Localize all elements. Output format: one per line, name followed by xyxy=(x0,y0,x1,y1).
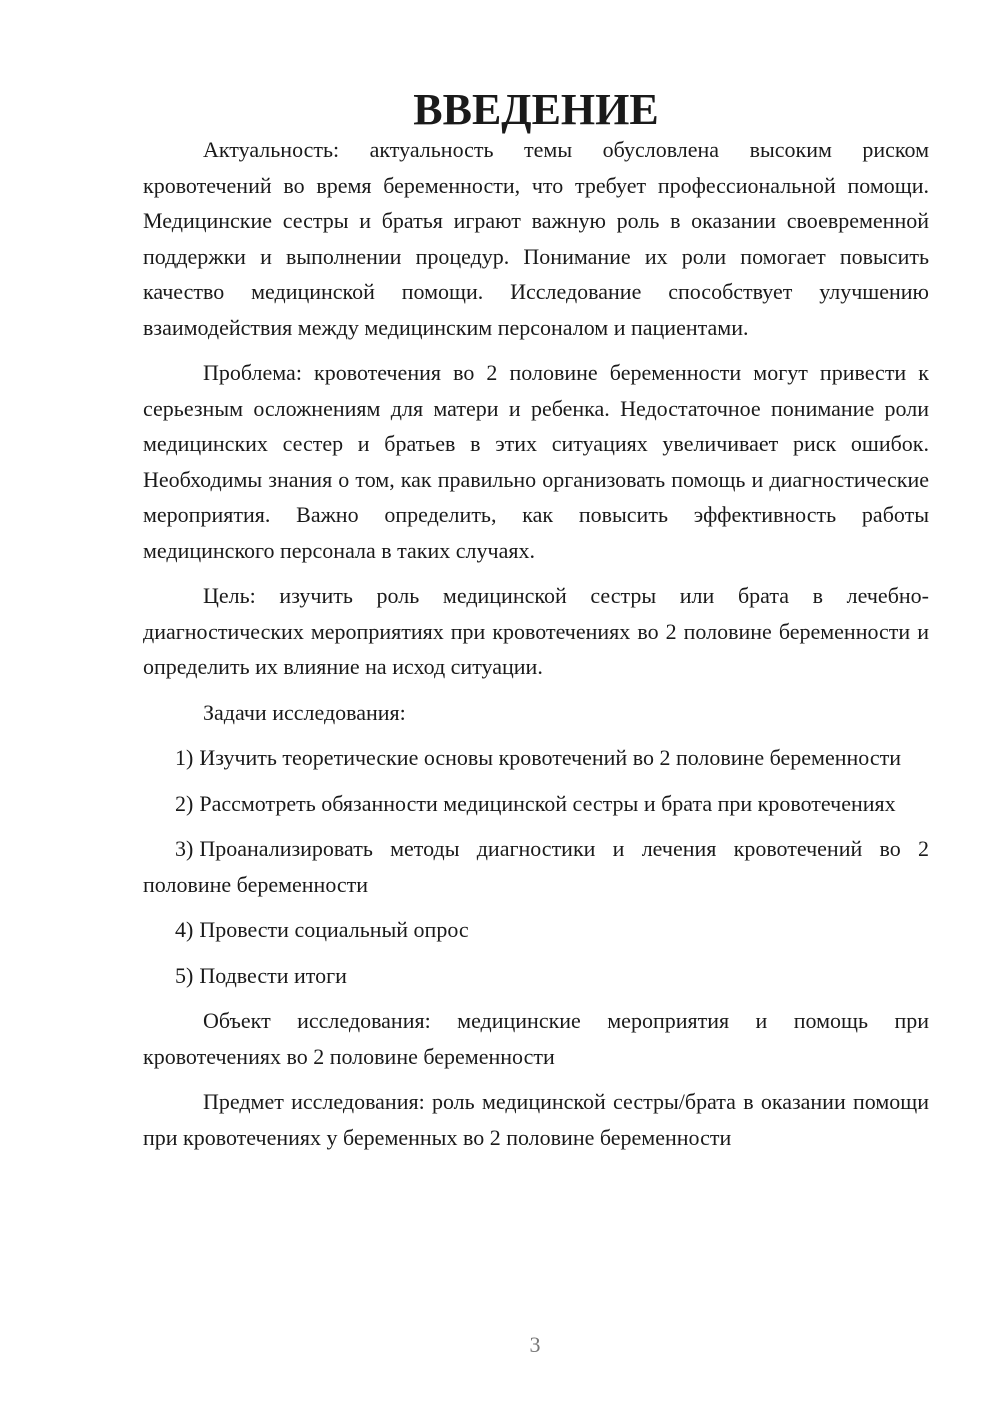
task-number: 4) xyxy=(175,917,194,942)
task-number: 1) xyxy=(175,745,194,770)
task-item xyxy=(143,831,929,902)
task-text: Рассмотреть обязанности медицинской сестры и брата при кровотечениях xyxy=(199,790,896,816)
task-number: 2) xyxy=(175,790,194,816)
subject-paragraph: Предмет исследования: роль медицинской сестры/брата в оказании помощи при кровотечениях у беременных во 2 половине беременности xyxy=(143,1089,929,1150)
task-item xyxy=(143,786,929,822)
object-paragraph: Объект исследования: медицинские мероприятия и помощь при кровотечениях во 2 половине беременности xyxy=(143,1008,929,1069)
page-title: ВВЕДЕНИЕ xyxy=(413,85,659,134)
task-text: Провести социальный опрос xyxy=(199,917,469,942)
problem-paragraph: Проблема: кровотечения во 2 половине беременности могут привести к серьезным осложнениям для матери и ребенка. Недостаточное понимание роли медицинских сестер и братьев в этих ситуациях увеличивает риск ошибок. Необходимы знания о том, как правильно организовать помощь и диагностические мероприятия. Важно определить, как повысить эффективность работы медицинского персонала в таких случаях. xyxy=(143,360,929,563)
task-number: 3) xyxy=(175,836,194,861)
page-content xyxy=(143,85,929,1165)
task-item xyxy=(143,912,929,948)
task-item xyxy=(143,958,929,994)
task-item xyxy=(143,740,929,776)
task-text: Подвести итоги xyxy=(199,962,347,988)
task-number: 5) xyxy=(175,962,194,988)
tasks-list xyxy=(143,740,929,993)
relevance-paragraph: Актуальность: актуальность темы обусловлена высоким риском кровотечений во время беременности, что требует профессиональной помощи. Медицинские сестры и братья играют важную роль в оказании своевременной поддержки и выполнении процедур. Понимание их роли помогает повысить качество медицинской помощи. Исследование способствует улучшению взаимодействия между медицинским персоналом и пациентами. xyxy=(143,137,929,340)
tasks-heading: Задачи исследования: xyxy=(203,699,406,725)
task-text: Изучить теоретические основы кровотечений во 2 половине беременности xyxy=(199,745,901,770)
task-text: Проанализировать методы диагностики и лечения кровотечений во 2 половине беременности xyxy=(143,836,929,897)
page-number: 3 xyxy=(529,1332,541,1357)
goal-paragraph: Цель: изучить роль медицинской сестры или брата в лечебно-диагностических мероприятиях при кровотечениях во 2 половине беременности и определить их влияние на исход ситуации. xyxy=(143,583,929,679)
